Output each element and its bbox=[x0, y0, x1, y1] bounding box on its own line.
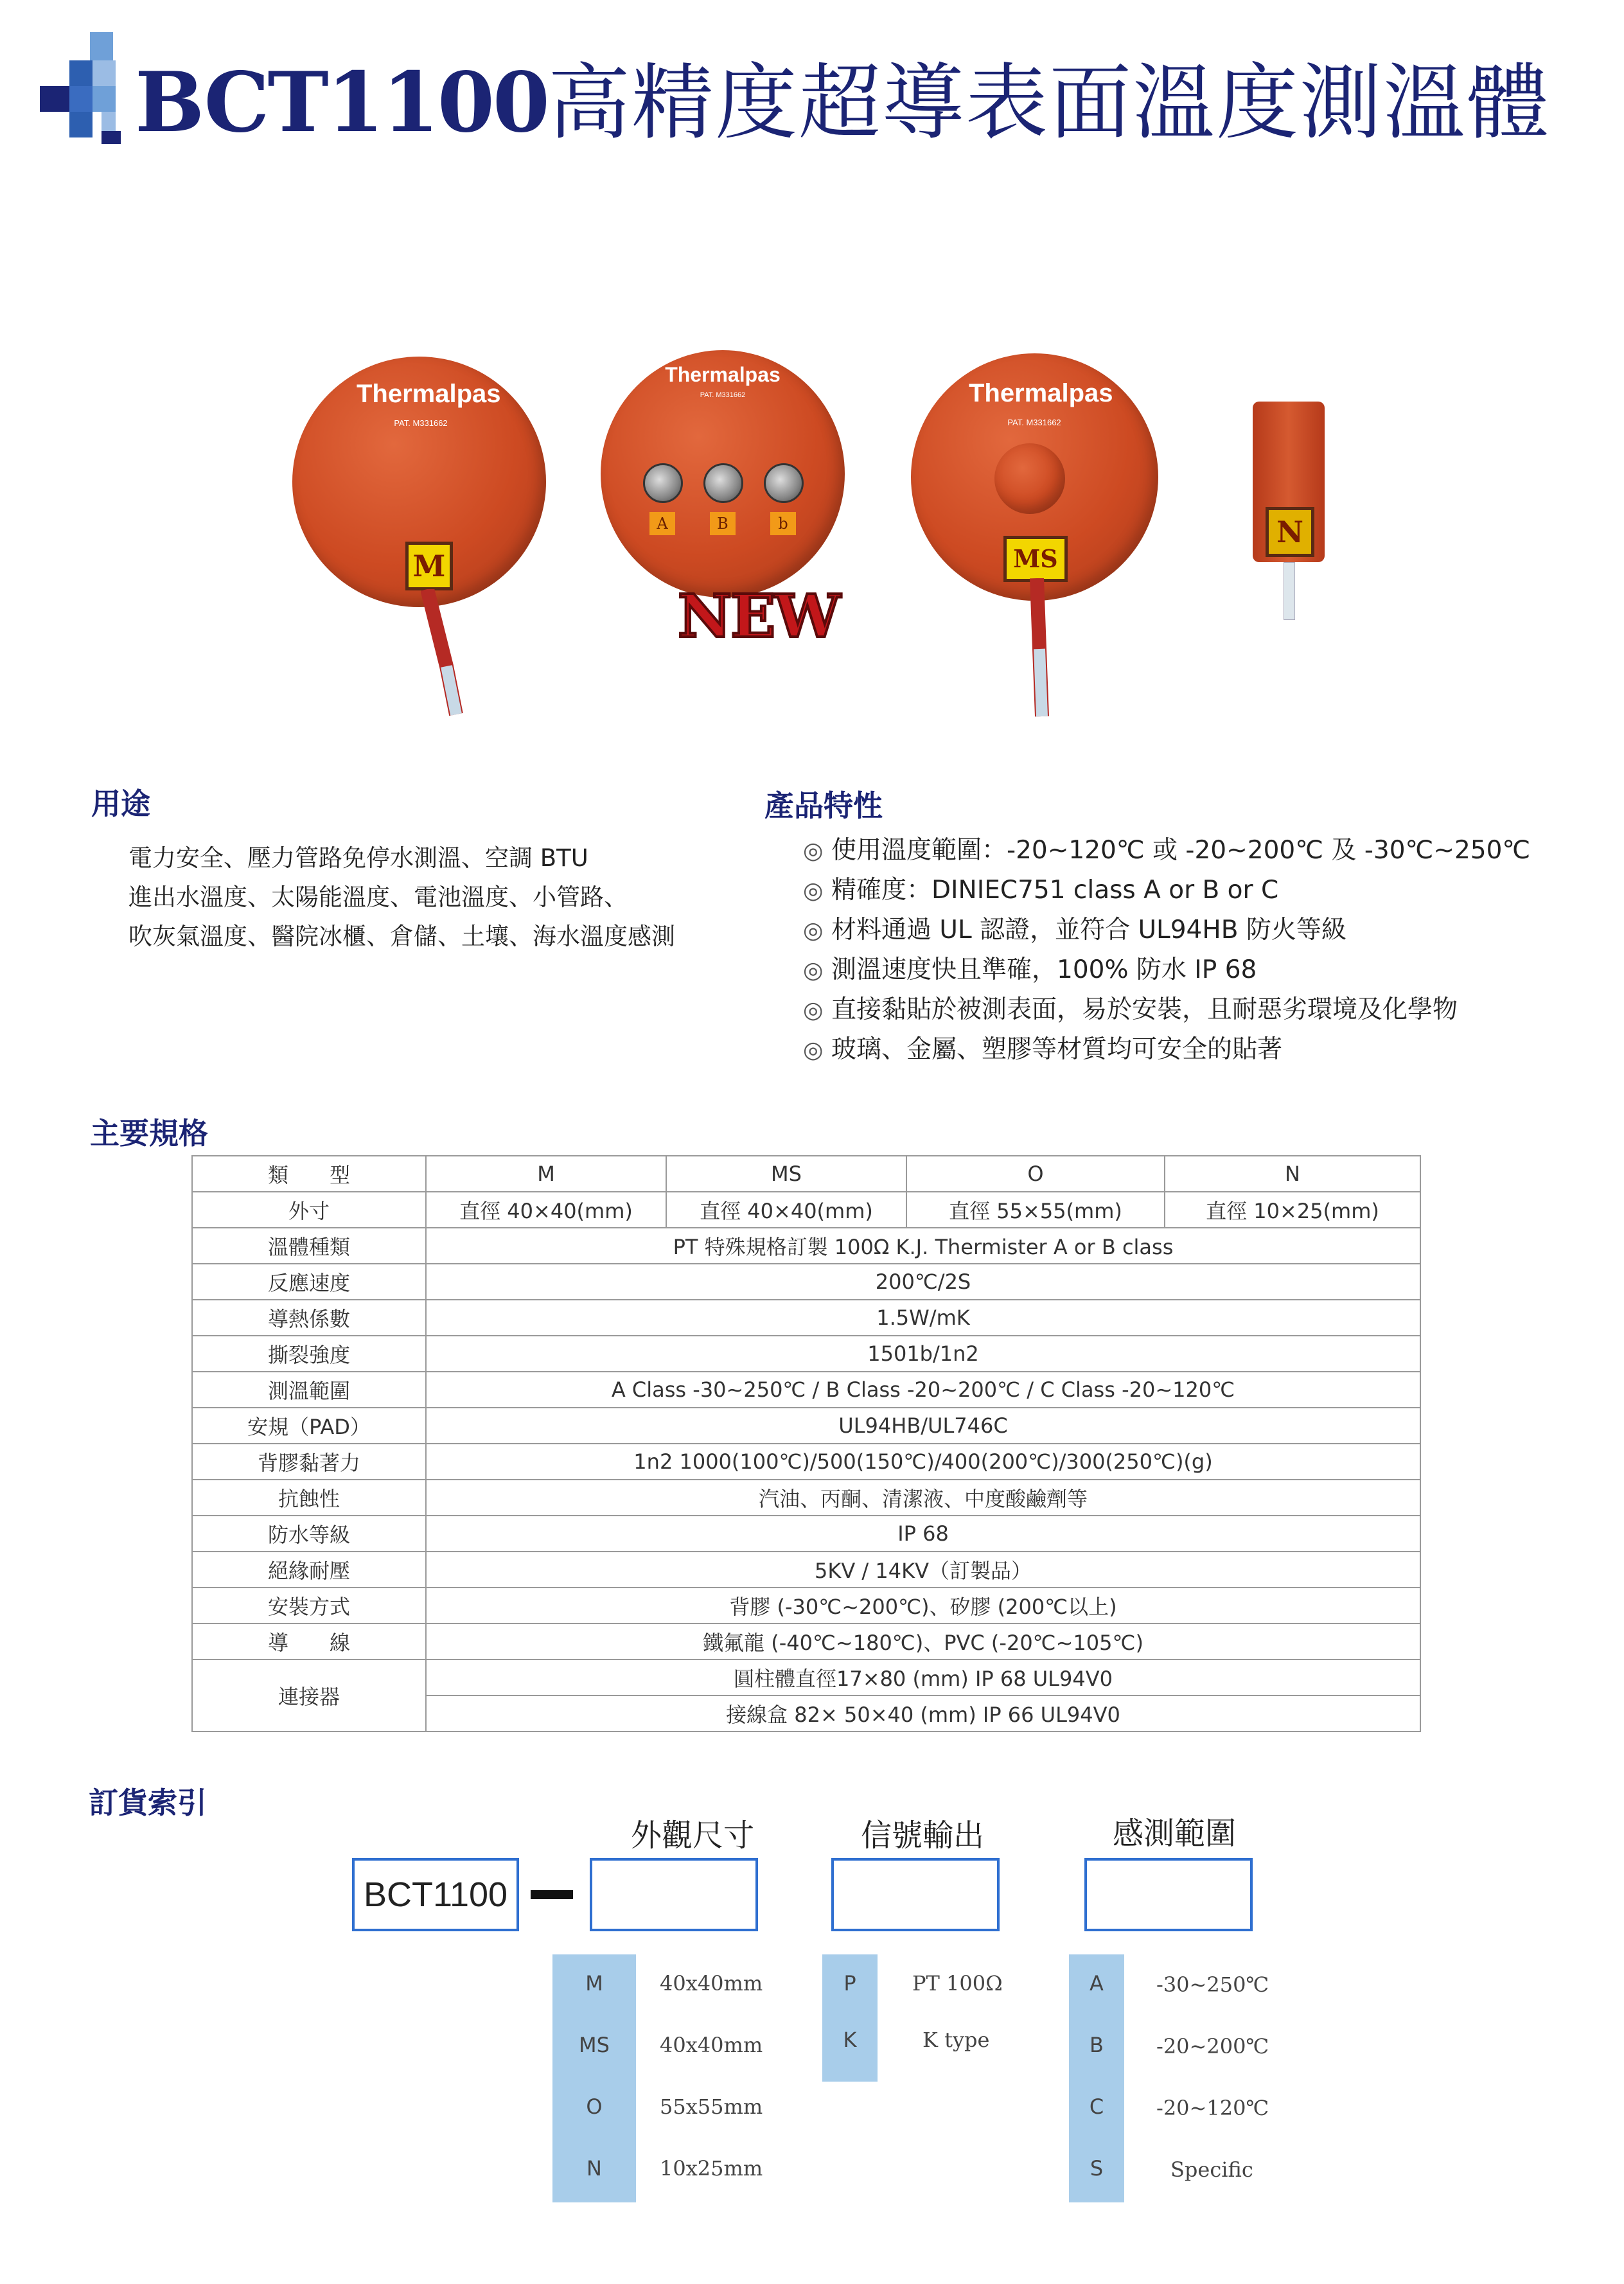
size-m: 直徑 40×40(mm) bbox=[426, 1192, 666, 1228]
brand-label: Thermalpas bbox=[357, 380, 501, 408]
separator-dash bbox=[531, 1890, 573, 1899]
size-value: 40x40mm bbox=[660, 1971, 763, 1996]
row-value: 汽油、丙酮、清潔液、中度酸鹼劑等 bbox=[426, 1480, 1420, 1516]
row-label: 絕緣耐壓 bbox=[192, 1552, 426, 1588]
product-n-image bbox=[1253, 402, 1336, 620]
bullet-icon: ◎ bbox=[803, 997, 824, 1023]
row-value: 背膠 (-30℃~200℃)、矽膠 (200℃以上) bbox=[426, 1588, 1420, 1624]
connector-label: 連接器 bbox=[192, 1660, 426, 1731]
spec-heading: 主要規格 bbox=[90, 1116, 208, 1151]
table-row bbox=[192, 1264, 1420, 1300]
range-code: S bbox=[1090, 2156, 1104, 2181]
row-label: 撕裂強度 bbox=[192, 1336, 426, 1372]
row-label: 安裝方式 bbox=[192, 1588, 426, 1624]
signal-code: P bbox=[843, 1971, 856, 1996]
size-code: M bbox=[585, 1971, 603, 1996]
signal-column-title: 信號輸出 bbox=[861, 1818, 985, 1854]
range-code: C bbox=[1089, 2094, 1104, 2119]
terminal-label-a: A bbox=[649, 512, 675, 535]
bullet-icon: ◎ bbox=[803, 878, 824, 904]
terminal-label-b: B bbox=[710, 512, 736, 535]
row-label: 測溫範圍 bbox=[192, 1372, 426, 1408]
feature-item: ◎ 精確度：DINIEC751 class A or B or C bbox=[803, 871, 1530, 910]
size-value: 40x40mm bbox=[660, 2033, 763, 2057]
table-row bbox=[192, 1300, 1420, 1336]
product-m-cable bbox=[421, 589, 472, 718]
title-text: 高精度超導表面溫度測溫體 bbox=[547, 55, 1550, 151]
usage-heading: 用途 bbox=[91, 786, 150, 821]
type-o: O bbox=[906, 1156, 1165, 1192]
size-code: MS bbox=[579, 2033, 610, 2057]
range-value: -30~250℃ bbox=[1156, 1972, 1269, 1997]
size-label: 外寸 bbox=[192, 1192, 426, 1228]
row-label: 溫體種類 bbox=[192, 1228, 426, 1264]
size-value: 55x55mm bbox=[660, 2094, 763, 2119]
table-row bbox=[192, 1156, 1420, 1192]
terminal-b-lower bbox=[764, 463, 804, 503]
terminal-label-b-lower: b bbox=[770, 512, 796, 535]
table-row bbox=[192, 1336, 1420, 1372]
signal-code: K bbox=[843, 2028, 857, 2052]
table-row bbox=[192, 1192, 1420, 1228]
terminal-a bbox=[643, 463, 683, 503]
row-label: 抗蝕性 bbox=[192, 1480, 426, 1516]
size-code-column bbox=[552, 1954, 636, 2202]
brand-label: Thermalpas bbox=[969, 379, 1113, 407]
usage-line: 吹灰氣溫度、醫院冰櫃、倉儲、土壤、海水溫度感測 bbox=[128, 923, 675, 950]
patent-label: PAT. M331662 bbox=[700, 391, 746, 399]
spec-table bbox=[191, 1155, 1421, 1732]
table-row bbox=[192, 1552, 1420, 1588]
row-value: IP 68 bbox=[426, 1516, 1420, 1552]
type-m: M bbox=[426, 1156, 666, 1192]
product-ms-cable bbox=[1020, 578, 1059, 720]
feature-item: ◎ 使用溫度範圍：-20~120℃ 或 -20~200℃ 及 -30℃~250℃ bbox=[803, 831, 1530, 871]
usage-line: 進出水溫度、太陽能溫度、電池溫度、小管路、 bbox=[128, 883, 628, 911]
connector-value: 接線盒 82× 50×40 (mm) IP 66 UL94V0 bbox=[426, 1695, 1420, 1731]
product-n-lead bbox=[1284, 562, 1295, 620]
table-row bbox=[192, 1516, 1420, 1552]
row-label: 防水等級 bbox=[192, 1516, 426, 1552]
product-n-tag: N bbox=[1266, 507, 1314, 557]
signal-value: K type bbox=[922, 2028, 990, 2052]
range-value: Specific bbox=[1170, 2157, 1253, 2182]
row-value: A Class -30~250℃ / B Class -20~200℃ / C Class -20~120℃ bbox=[426, 1372, 1420, 1408]
model-code: BCT1100 bbox=[135, 55, 548, 151]
row-value: 1.5W/mK bbox=[426, 1300, 1420, 1336]
company-logo bbox=[40, 32, 123, 145]
row-value: UL94HB/UL746C bbox=[426, 1408, 1420, 1444]
row-value: PT 特殊規格訂製 100Ω K.J. Thermister A or B class bbox=[426, 1228, 1420, 1264]
size-code-box[interactable] bbox=[590, 1858, 758, 1931]
usage-text bbox=[128, 838, 771, 956]
range-code-box[interactable] bbox=[1084, 1858, 1253, 1931]
row-label: 導熱係數 bbox=[192, 1300, 426, 1336]
size-o: 直徑 55×55(mm) bbox=[906, 1192, 1165, 1228]
size-ms: 直徑 40×40(mm) bbox=[666, 1192, 906, 1228]
bullet-icon: ◎ bbox=[803, 838, 824, 864]
bullet-icon: ◎ bbox=[803, 957, 824, 984]
range-code: A bbox=[1090, 1971, 1104, 1996]
table-row bbox=[192, 1408, 1420, 1444]
table-row bbox=[192, 1228, 1420, 1264]
bullet-icon: ◎ bbox=[803, 917, 824, 944]
range-value: -20~120℃ bbox=[1156, 2096, 1269, 2120]
patent-label: PAT. M331662 bbox=[394, 418, 448, 428]
table-row bbox=[192, 1444, 1420, 1480]
size-n: 直徑 10×25(mm) bbox=[1165, 1192, 1420, 1228]
feature-item: ◎ 直接黏貼於被測表面，易於安裝，且耐惡劣環境及化學物 bbox=[803, 990, 1530, 1030]
bullet-icon: ◎ bbox=[803, 1037, 824, 1063]
row-value: 5KV / 14KV（訂製品） bbox=[426, 1552, 1420, 1588]
size-code: O bbox=[586, 2094, 603, 2119]
row-value: 1501b/1n2 bbox=[426, 1336, 1420, 1372]
signal-value: PT 100Ω bbox=[912, 1971, 1003, 1996]
range-code-column bbox=[1069, 1954, 1124, 2202]
terminal-b bbox=[703, 463, 743, 503]
row-label: 背膠黏著力 bbox=[192, 1444, 426, 1480]
product-ms-center-bump bbox=[994, 443, 1065, 514]
table-row bbox=[192, 1588, 1420, 1624]
feature-item: ◎ 材料通過 UL 認證，並符合 UL94HB 防火等級 bbox=[803, 910, 1530, 950]
signal-code-box[interactable] bbox=[831, 1858, 1000, 1931]
signal-code-column bbox=[822, 1954, 878, 2082]
patent-label: PAT. M331662 bbox=[1007, 418, 1061, 427]
table-row bbox=[192, 1480, 1420, 1516]
feature-item: ◎ 測溫速度快且準確，100% 防水 IP 68 bbox=[803, 950, 1530, 990]
size-column-title: 外觀尺寸 bbox=[631, 1818, 755, 1854]
range-value: -20~200℃ bbox=[1156, 2034, 1269, 2058]
table-row bbox=[192, 1372, 1420, 1408]
feature-item: ◎ 玻璃、金屬、塑膠等材質均可安全的貼著 bbox=[803, 1030, 1530, 1070]
table-row bbox=[192, 1660, 1420, 1695]
table-row bbox=[192, 1624, 1420, 1660]
row-value: 1n2 1000(100℃)/500(150℃)/400(200℃)/300(250℃)(g) bbox=[426, 1444, 1420, 1480]
usage-line: 電力安全、壓力管路免停水測溫、空調 BTU bbox=[128, 844, 588, 872]
product-m-image bbox=[292, 357, 549, 716]
row-value: 鐵氟龍 (-40℃~180℃)、PVC (-20℃~105℃) bbox=[426, 1624, 1420, 1660]
product-ms-image bbox=[911, 353, 1168, 720]
product-m-tag: M bbox=[405, 542, 453, 590]
new-badge: NEW bbox=[678, 581, 840, 651]
features-list bbox=[803, 831, 1530, 1070]
row-label: 導 線 bbox=[192, 1624, 426, 1660]
range-code: B bbox=[1090, 2033, 1104, 2057]
brand-label: Thermalpas bbox=[665, 363, 781, 386]
row-value: 200℃/2S bbox=[426, 1264, 1420, 1300]
product-ms-tag: MS bbox=[1003, 536, 1068, 582]
row-label: 安規（PAD） bbox=[192, 1408, 426, 1444]
connector-value: 圓柱體直徑17×80 (mm) IP 68 UL94V0 bbox=[426, 1660, 1420, 1695]
size-value: 10x25mm bbox=[660, 2156, 763, 2181]
model-code-box: BCT1100 bbox=[352, 1858, 519, 1931]
row-label: 反應速度 bbox=[192, 1264, 426, 1300]
page-title bbox=[135, 55, 1550, 152]
size-code: N bbox=[587, 2156, 602, 2181]
type-ms: MS bbox=[666, 1156, 906, 1192]
features-heading: 產品特性 bbox=[764, 788, 883, 823]
order-heading: 訂貨索引 bbox=[89, 1785, 207, 1820]
type-label: 類 型 bbox=[192, 1156, 426, 1192]
range-column-title: 感測範圍 bbox=[1113, 1816, 1237, 1852]
type-n: N bbox=[1165, 1156, 1420, 1192]
